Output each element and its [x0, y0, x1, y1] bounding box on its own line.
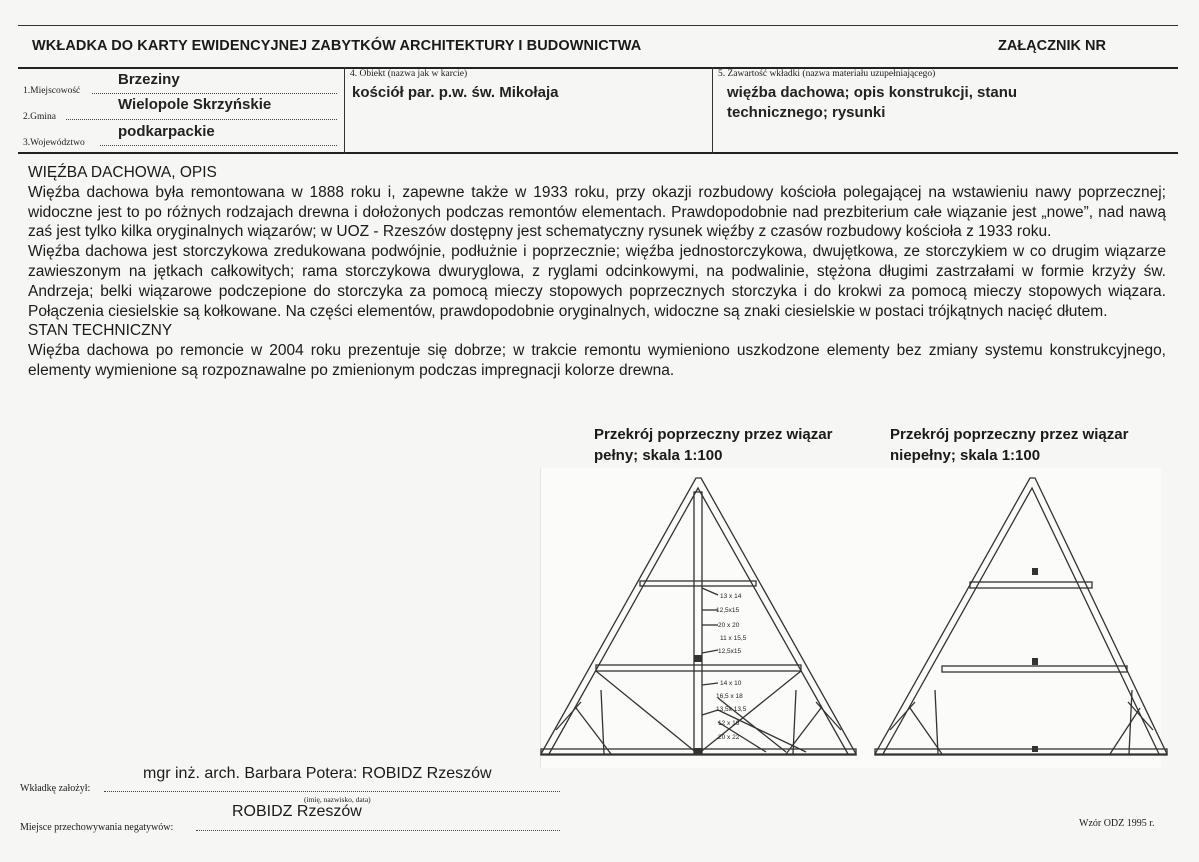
dim-label: 20 x 22 [718, 734, 740, 741]
caption-full-truss [594, 424, 832, 466]
province-value: podkarpackie [118, 123, 215, 140]
paragraph-condition: Więźba dachowa po remoncie w 2004 roku prezentuje się dobrze; w trakcie remontu wymieniono uszkodzone elementy bez zmiany systemu konstrukcyjnego, elementy wymienione są rozpoznawalne po zmienionym podczas impregnacji kolorze drewna. [28, 342, 1166, 379]
table-bottom-rule [18, 152, 1178, 154]
column-divider-2 [712, 67, 713, 153]
full-truss-drawing [536, 470, 866, 770]
paragraph-structure: Więźba dachowa jest storczykowa zredukowana podwójnie, podłużnie i poprzecznie; więźba jednostorczykowa, dwujętkowa, ze storczykiem w co drugim wiązarze zawieszonym na jętkach całkowitych; rama storczykowa dwuryglowa, z ryglami odcinkowymi, na podwalinie, stężona długimi zastrzałami w formie krzyży św. Andrzeja; belki wiązarowe podczepione do storczyka za pomocą mieczy stopowych poprzecznych storczyka i do krokwi za pomocą mieczy stopowych wiązara. Połączenia ciesielskie są kołkowane. Na części elementów, prawdopodobnie oryginalnych, widoczne są znaki ciesielskie w postaci trójkątnych nacięć dłutem. [28, 243, 1166, 320]
content-label: 5. Zawartość wkładki (nazwa materiału uzupełniającego) [718, 69, 936, 79]
attachment-number-label: ZAŁĄCZNIK NR [998, 38, 1106, 54]
caption-partial-line-1: Przekrój poprzeczny przez wiązar [890, 426, 1129, 443]
dim-label: 20 x 20 [718, 622, 740, 629]
description-body [28, 163, 1166, 381]
locality-label: 1.Miejscowość [23, 86, 81, 96]
joint-marker [694, 748, 702, 755]
table-top-rule [18, 67, 1178, 69]
king-post [694, 492, 702, 754]
form-model-label: Wzór ODZ 1995 r. [1079, 818, 1155, 829]
founder-hint: (imię, nazwisko, data) [304, 795, 371, 804]
commune-value: Wielopole Skrzyńskie [118, 96, 272, 113]
collar-beam-lower [942, 666, 1127, 672]
top-rule [18, 25, 1178, 26]
column-divider-1 [344, 67, 345, 153]
partial-truss-drawing [870, 470, 1170, 770]
province-label: 3.Województwo [23, 138, 85, 148]
caption-full-line-2: pełny; skala 1:100 [594, 447, 723, 464]
joint-marker [1032, 568, 1038, 575]
dim-label: 13 x 14 [720, 593, 742, 600]
dim-label: 12,5x15 [718, 648, 742, 655]
commune-label: 2.Gmina [23, 112, 56, 122]
content-value-line-2: technicznego; rysunki [727, 104, 886, 121]
rafter-inner [883, 488, 1159, 754]
storage-dotline [196, 820, 560, 831]
dim-label: 14 x 10 [720, 680, 742, 687]
founder-label: Wkładkę założył: [20, 783, 91, 794]
storage-label: Miejsce przechowywania negatywów: [20, 822, 174, 833]
form-title: WKŁADKA DO KARTY EWIDENCYJNEJ ZABYTKÓW ARCHITEKTURY I BUDOWNICTWA [32, 38, 642, 54]
caption-full-line-1: Przekrój poprzeczny przez wiązar [594, 426, 833, 443]
storage-value: ROBIDZ Rzeszów [232, 803, 362, 820]
founder-dotline [104, 781, 560, 792]
locality-value: Brzeziny [118, 71, 180, 88]
collar-beam-lower [596, 665, 801, 671]
rafter-outline [875, 478, 1167, 754]
founder-value: mgr inż. arch. Barbara Potera: ROBIDZ Rzeszów [143, 765, 492, 782]
dim-label: 13,5x 13,5 [716, 706, 747, 713]
rafter-outline [541, 478, 856, 754]
joint-marker [1032, 746, 1038, 752]
object-value: kościół par. p.w. św. Mikołaja [352, 84, 559, 101]
dim-label: 16,5 x 18 [716, 693, 743, 700]
object-label: 4. Obiekt (nazwa jak w karcie) [350, 69, 468, 79]
joint-marker [1032, 658, 1038, 665]
collar-beam-upper [640, 581, 756, 586]
dim-label: 12 x 16 [718, 720, 740, 727]
collar-beam-upper [970, 582, 1092, 588]
caption-partial-truss [890, 424, 1128, 466]
content-value-line-1: więźba dachowa; opis konstrukcji, stanu [727, 84, 1018, 101]
heading-condition: STAN TECHNICZNY [28, 322, 173, 340]
caption-partial-line-2: niepełny; skala 1:100 [890, 447, 1041, 464]
heading-roof-truss: WIĘŹBA DACHOWA, OPIS [28, 164, 217, 181]
dim-label: 11 x 15,5 [720, 635, 747, 642]
paragraph-history: Więźba dachowa była remontowana w 1888 roku i, zapewne także w 1933 roku, przy okazji rozbudowy kościoła polegającej na wstawieniu nawy poprzecznej; widoczne jest to po różnych rodzajach drewna i dołożonych podczas remontów elementach. Prawdopodobnie nad prezbiterium całe wiązanie jest „nowe”, nad nawą zaś jest tylko kilka oryginalnych wiązarów; w UOZ - Rzeszów dostępny jest schematyczny rysunek więźby z czasów rozbudowy kościoła z 1933 roku. [28, 183, 1166, 241]
dim-label: 12,5x15 [716, 607, 740, 614]
joint-marker [694, 655, 702, 662]
rafter-inner [549, 488, 848, 754]
